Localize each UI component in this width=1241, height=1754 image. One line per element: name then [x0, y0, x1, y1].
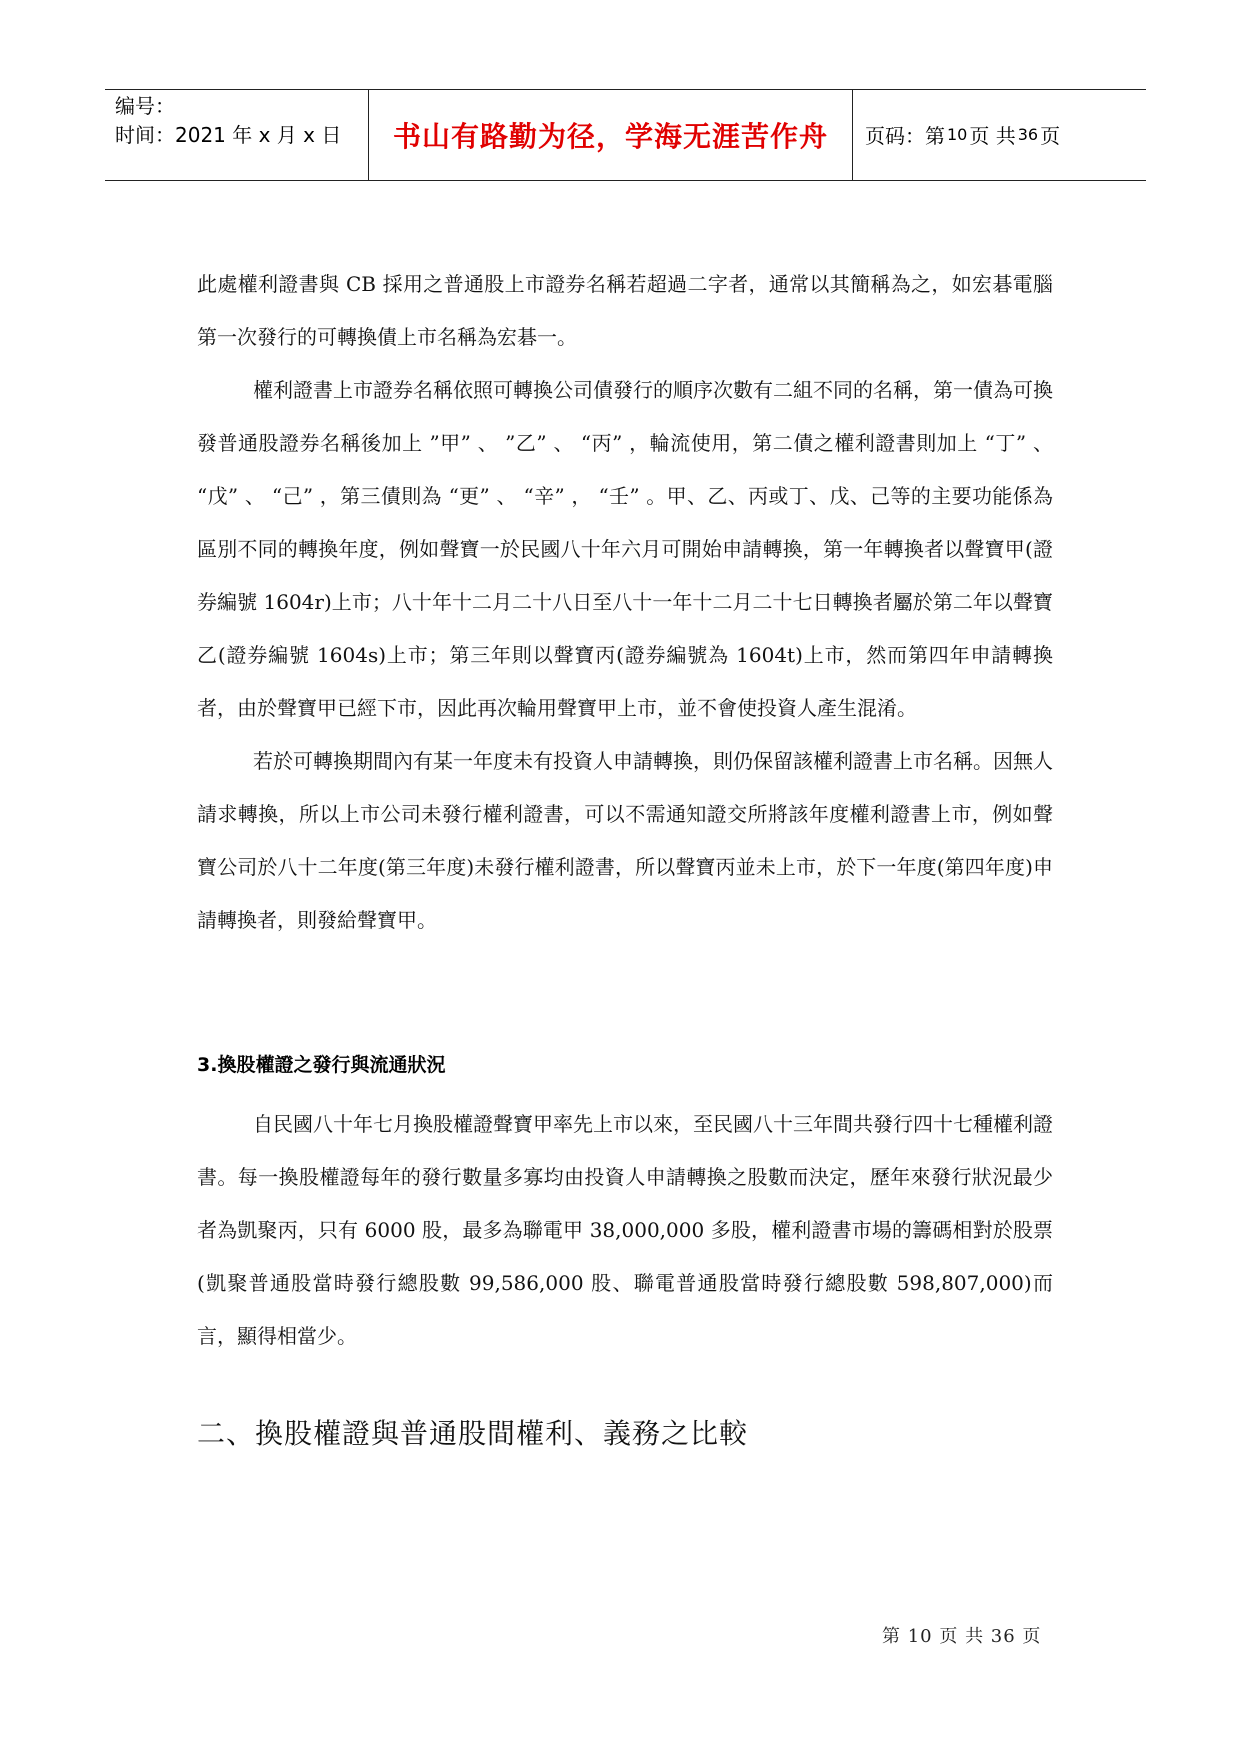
- section-body: [197, 1098, 1053, 1363]
- page-prefix: 页码：第: [865, 124, 945, 148]
- header-page-info: [865, 90, 1060, 179]
- paragraph: 權利證書上市證券名稱依照可轉換公司債發行的順序次數有二組不同的名稱，第一債為可換發普通股證券名稱後加上 ”甲” 、 ”乙” 、 “丙” ，輪流使用，第二債之權利證書則加上 “丁” 、 “戊” 、 “己” ，第三債則為 “更” 、 “辛” ， “壬” 。甲、乙、丙或丁、戊、己等的主要功能係為區別不同的轉換年度，例如聲寶一於民國八十年六月可開始申請轉換，第一年轉換者以聲寶甲(證券編號 1604r)上市；八十年十二月二十八日至八十一年十二月二十七日轉換者屬於第二年以聲寶乙(證券編號 1604s)上市；第三年則以聲寶丙(證券編號為 1604t)上市，然而第四年申請轉換者，由於聲寶甲已經下市，因此再次輪用聲寶甲上市，並不會使投資人產生混淆。: [197, 378, 1053, 720]
- chapter-heading: 二、換股權證與普通股間權利、義務之比較: [197, 1417, 749, 1450]
- header-meta: [115, 92, 365, 150]
- section-heading: 3.換股權證之發行與流通狀況: [197, 1054, 446, 1076]
- page-footer: 第 10 页 共 36 页: [882, 1626, 1042, 1647]
- header-divider-right: [852, 90, 853, 180]
- page-mid: 页 共: [969, 124, 1016, 148]
- page-current-number: 10: [947, 125, 968, 144]
- document-body: [197, 258, 1053, 947]
- document-time-label: 时间：2021 年 x 月 x 日: [115, 123, 342, 147]
- document-number-label: 编号：: [115, 94, 175, 118]
- page-header: [105, 89, 1146, 181]
- paragraph: 自民國八十年七月換股權證聲寶甲率先上市以來，至民國八十三年間共發行四十七種權利證書。每一換股權證每年的發行數量多寡均由投資人申請轉換之股數而決定，歷年來發行狀況最少者為凱聚丙，只有 6000 股，最多為聯電甲 38,000,000 多股，權利證書市場的籌碼相對於股票(凱聚普通股當時發行總股數 99,586,000 股、聯電普通股當時發行總股數 598,807,000)而言，顯得相當少。: [197, 1112, 1053, 1348]
- paragraph: 此處權利證書與 CB 採用之普通股上市證券名稱若超過二字者，通常以其簡稱為之，如宏碁電腦第一次發行的可轉換債上市名稱為宏碁一。: [197, 272, 1053, 349]
- page-suffix: 页: [1040, 124, 1061, 148]
- page-total-number: 36: [1017, 125, 1039, 144]
- paragraph: 若於可轉換期間內有某一年度未有投資人申請轉換，則仍保留該權利證書上市名稱。因無人請求轉換，所以上市公司未發行權利證書，可以不需通知證交所將該年度權利證書上市，例如聲寶公司於八十二年度(第三年度)未發行權利證書，所以聲寶丙並未上市，於下一年度(第四年度)申請轉換者，則發給聲寶甲。: [197, 749, 1053, 932]
- header-motto: 书山有路勤为径，学海无涯苦作舟: [392, 119, 828, 153]
